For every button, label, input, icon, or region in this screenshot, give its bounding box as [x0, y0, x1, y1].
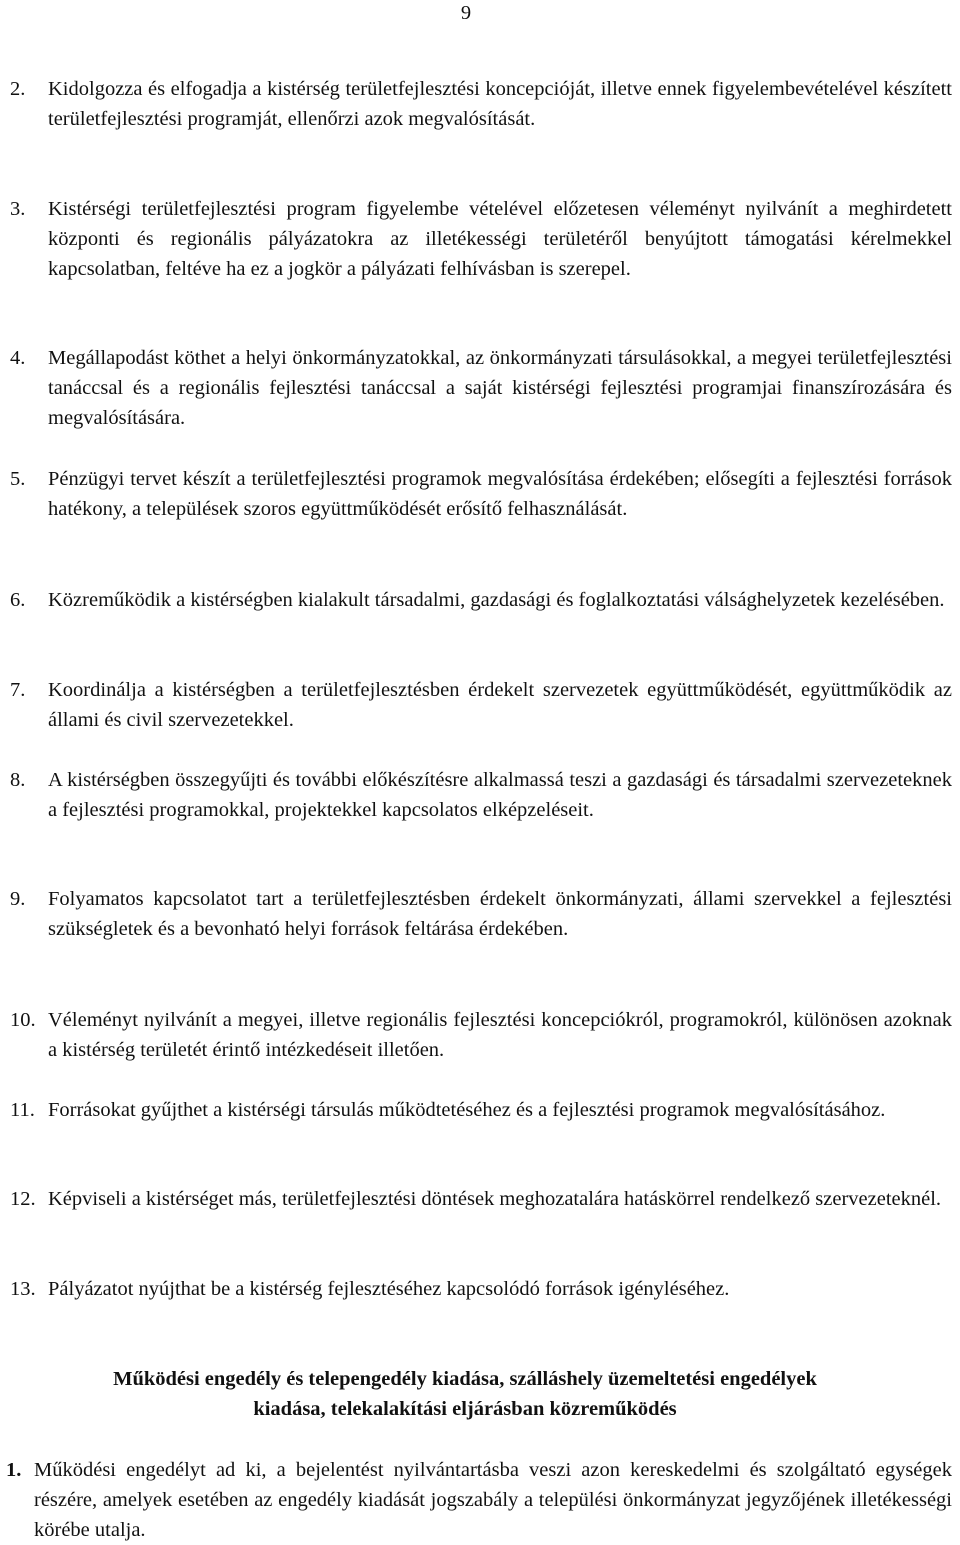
page-number: 9: [460, 2, 472, 24]
list-item: [0, 765, 960, 825]
item-number: 6.: [10, 589, 26, 611]
item-text: Közreműködik a kistérségben kialakult társadalmi, gazdasági és foglalkoztatási válsághelyzetek kezelésében.: [48, 589, 945, 611]
item-number: 13.: [10, 1278, 36, 1300]
item-number: 5.: [10, 468, 26, 490]
item-number: 3.: [10, 198, 26, 220]
list-item: [0, 1005, 960, 1065]
item-number: 9.: [10, 888, 26, 910]
item-number: 1.: [6, 1459, 22, 1481]
item-text: Pénzügyi tervet készít a területfejlesztési programok megvalósítása érdekében; elősegíti a fejlesztési források hatékony, a települések szoros együttműködését erősítő felhasználását.: [48, 468, 952, 520]
list-item: [0, 884, 960, 944]
list-item: [0, 464, 960, 524]
list-item: [0, 1455, 960, 1545]
item-text: Képviseli a kistérséget más, területfejlesztési döntések meghozatalára hatáskörrel rendelkező szervezeteknél.: [48, 1188, 942, 1210]
item-number: 10.: [10, 1009, 36, 1031]
item-text: Pályázatot nyújthat be a kistérség fejlesztéséhez kapcsolódó források igényléséhez.: [48, 1278, 730, 1300]
section-heading-line-1: Működési engedély és telepengedély kiadása, szálláshely üzemeltetési engedélyek: [113, 1368, 817, 1390]
item-number: 7.: [10, 679, 26, 701]
item-text: Kidolgozza és elfogadja a kistérség területfejlesztési koncepcióját, illetve ennek figyelembevételével készített területfejlesztési programját, ellenőrzi azok megvalósítását.: [48, 78, 952, 130]
item-number: 4.: [10, 347, 26, 369]
item-text: Forrásokat gyűjthet a kistérségi társulás működtetéséhez és a fejlesztési programok megvalósításához.: [48, 1099, 886, 1121]
item-text: Véleményt nyilvánít a megyei, illetve regionális fejlesztési koncepciókról, programokról, különösen azoknak a kistérség területét érintő intézkedéseit illetően.: [48, 1009, 952, 1061]
item-text: A kistérségben összegyűjti és további előkészítésre alkalmassá teszi a gazdasági és társadalmi szervezeteknek a fejlesztési programokkal, projektekkel kapcsolatos elképzeléseit.: [48, 769, 952, 821]
list-item: [0, 1184, 960, 1214]
list-item: [0, 343, 960, 433]
list-item: [0, 585, 960, 615]
item-number: 2.: [10, 78, 26, 100]
section-heading-line-2: kiadása, telekalakítási eljárásban közreműködés: [253, 1398, 677, 1420]
item-number: 8.: [10, 769, 26, 791]
item-text: Kistérségi területfejlesztési program figyelembe vételével előzetesen véleményt nyilvánít a meghirdetett központi és regionális pályázatokra az illetékességi területéről benyújtott támogatási kérelmekkel kapcsolatban, feltéve ha ez a jogkör a pályázati felhívásban is szerepel.: [48, 198, 952, 280]
list-item: [0, 1274, 960, 1304]
section-heading: [0, 1364, 930, 1424]
item-text: Folyamatos kapcsolatot tart a területfejlesztésben érdekelt önkormányzati, állami szervekkel a fejlesztési szükségletek és a bevonható helyi források feltárása érdekében.: [48, 888, 952, 940]
list-item: [0, 675, 960, 735]
item-number: 11.: [10, 1099, 35, 1121]
list-item: [0, 74, 960, 134]
list-item: [0, 194, 960, 284]
item-number: 12.: [10, 1188, 36, 1210]
item-text: Koordinálja a kistérségben a területfejlesztésben érdekelt szervezetek együttműködését, együttműködik az állami és civil szervezetekkel.: [48, 679, 952, 731]
item-text: Megállapodást köthet a helyi önkormányzatokkal, az önkormányzati társulásokkal, a megyei területfejlesztési tanáccsal és a regionális fejlesztési tanáccsal a saját kistérségi fejlesztési programjai finanszírozására és megvalósítására.: [48, 347, 952, 429]
item-text: Működési engedélyt ad ki, a bejelentést nyilvántartásba veszi azon kereskedelmi és szolgáltató egységek részére, amelyek esetében az engedély kiadását jogszabály a települési önkormányzat jegyzőjének illetékességi körébe utalja.: [34, 1459, 952, 1541]
list-item: [0, 1095, 960, 1125]
